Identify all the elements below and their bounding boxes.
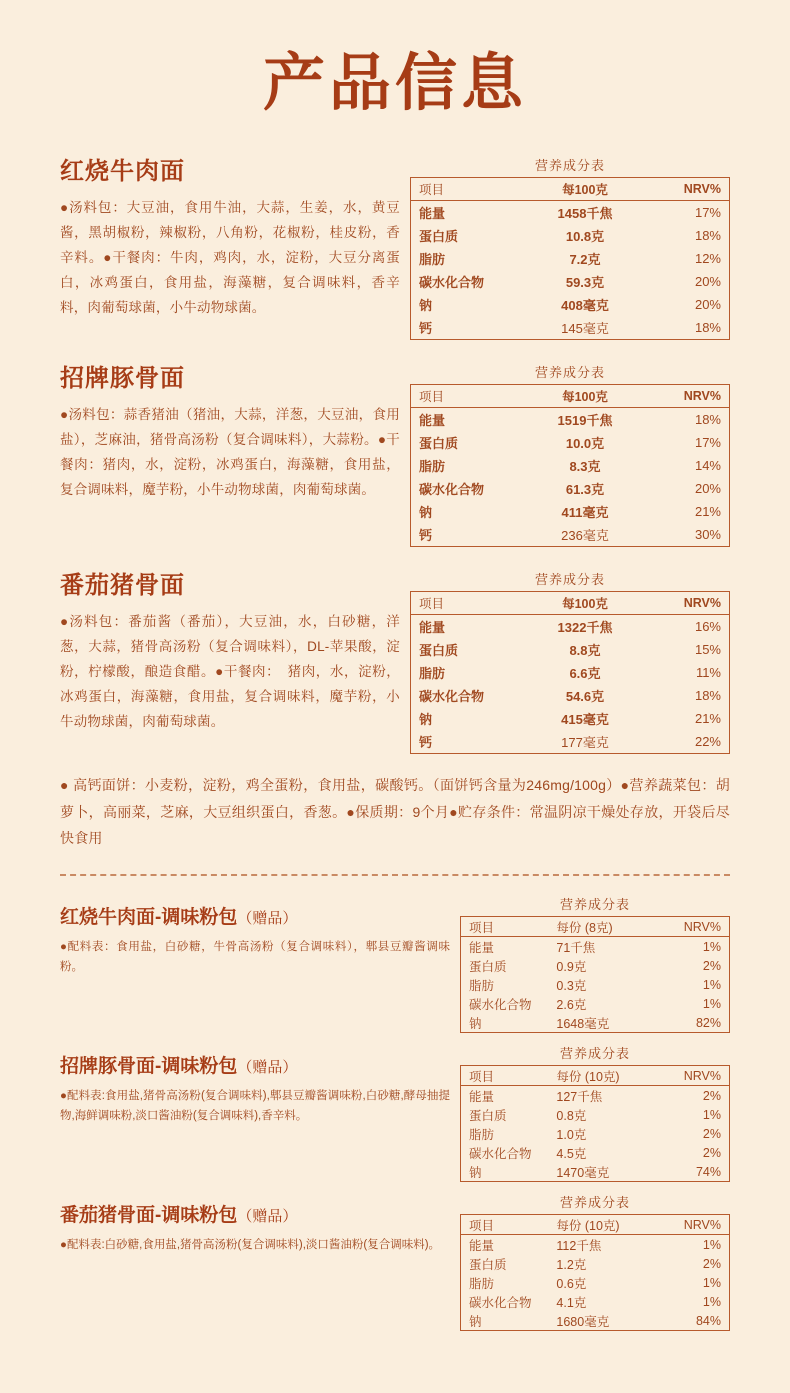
table-row [461, 1162, 730, 1182]
nutrition-table [460, 916, 730, 1033]
powder-text-block [60, 890, 460, 977]
table-row [411, 247, 730, 270]
table-row [461, 1143, 730, 1162]
page-title: 产品信息 [262, 49, 527, 118]
col-per-serving: 每份 (8克) [548, 917, 662, 937]
cell-item: 碳水化合物 [469, 1295, 532, 1310]
powder-section [60, 1188, 730, 1331]
cell-item: 钙 [419, 321, 433, 337]
product-ingredients: ●汤料包：大豆油，食用牛油，大蒜，生姜，水，黄豆酱，黑胡椒粉，辣椒粉，八角粉，花椒粉，桂皮粉，香辛料。●干餐肉：牛肉，鸡肉，水，淀粉，大豆分离蛋白，冰鸡蛋白，食用盐，海藻糖，复合调味料，香辛料，肉葡萄球菌，小牛动物球菌。 [60, 200, 400, 316]
cell-nrv: 1% [702, 1294, 721, 1309]
cell-value: 1458千焦 [557, 206, 613, 222]
cell-value: 6.6克 [569, 666, 601, 682]
col-item: 项目 [461, 917, 549, 937]
cell-nrv: 22% [694, 734, 721, 750]
powder-nutrition-block [460, 1188, 730, 1331]
cell-item: 碳水化合物 [419, 275, 485, 291]
powder-name-label: 红烧牛肉面-调味粉包 [60, 907, 238, 929]
col-item: 项目 [461, 1215, 549, 1235]
table-row [461, 1235, 730, 1255]
product-section [60, 358, 730, 547]
powder-nutrition-block [460, 1039, 730, 1182]
table-header-row [411, 592, 730, 615]
cell-nrv: 18% [694, 320, 721, 336]
table-row [461, 1086, 730, 1106]
product-section [60, 151, 730, 340]
table-row [411, 201, 730, 225]
cell-value: 0.6克 [556, 1276, 587, 1291]
cell-value: 0.9克 [556, 959, 587, 974]
table-row [461, 1013, 730, 1033]
cell-item: 钠 [469, 1016, 482, 1031]
cell-nrv: 1% [702, 1275, 721, 1290]
product-ingredients: ●汤料包：番茄酱（番茄），大豆油，水，白砂糖，洋葱，大蒜，猪骨高汤粉（复合调味料），DL-苹果酸，淀粉，柠檬酸，酿造食醋。●干餐肉： 猪肉，水，淀粉，冰鸡蛋白，海藻糖，食用盐，复合调味料，魔芋粉，小牛动物球菌，肉葡萄球菌。 [60, 614, 400, 730]
cell-nrv: 21% [694, 711, 721, 727]
cell-item: 钠 [419, 712, 433, 728]
col-per-serving: 每份 (10克) [548, 1066, 662, 1086]
cell-nrv: 21% [694, 504, 721, 520]
cell-value: 4.5克 [556, 1146, 587, 1161]
powder-section [60, 1039, 730, 1182]
cell-nrv: 74% [695, 1164, 721, 1179]
cell-item: 脂肪 [419, 666, 446, 682]
cell-item: 脂肪 [469, 1276, 495, 1291]
cell-value: 4.1克 [556, 1295, 587, 1310]
cell-item: 能量 [419, 413, 446, 429]
cell-item: 碳水化合物 [419, 689, 485, 705]
powder-text-block [60, 1039, 460, 1126]
cell-item: 能量 [469, 1089, 495, 1104]
cell-value: 127千焦 [556, 1089, 603, 1104]
table-row [461, 956, 730, 975]
cell-value: 415毫克 [561, 712, 609, 728]
col-nrv: NRV% [662, 917, 729, 937]
powder-name [60, 1200, 450, 1227]
cell-nrv: 18% [694, 412, 721, 428]
cell-nrv: 20% [694, 274, 721, 290]
gift-label: （赠品） [237, 1059, 298, 1077]
cell-nrv: 2% [702, 1126, 721, 1141]
powder-name [60, 1051, 450, 1078]
powder-nutrition-block [460, 890, 730, 1033]
cell-item: 能量 [419, 206, 446, 222]
cell-nrv: 2% [702, 1256, 721, 1271]
cell-value: 145毫克 [561, 321, 609, 337]
powder-name-label: 招牌豚骨面-调味粉包 [60, 1056, 238, 1078]
cell-nrv: 14% [694, 458, 721, 474]
table-header-row [461, 917, 730, 937]
powder-section [60, 890, 730, 1033]
table-row [411, 523, 730, 547]
product-name: 招牌豚骨面 [60, 365, 185, 393]
cell-item: 钠 [469, 1165, 482, 1180]
cell-value: 1322千焦 [557, 620, 613, 636]
powder-name-label: 番茄猪骨面-调味粉包 [60, 1205, 238, 1227]
cell-nrv: 16% [694, 619, 721, 635]
table-row [411, 431, 730, 454]
cell-value: 0.3克 [556, 978, 587, 993]
col-item: 项目 [411, 592, 518, 615]
cell-value: 408毫克 [561, 298, 609, 314]
product-text-block [60, 151, 410, 321]
cell-nrv: 82% [695, 1015, 721, 1030]
table-row [411, 316, 730, 340]
cell-item: 钠 [469, 1314, 482, 1329]
additional-notes: ● 高钙面饼：小麦粉，淀粉，鸡全蛋粉，食用盐，碳酸钙。（面饼钙含量为246mg/100g）●营养蔬菜包：胡萝卜，高丽菜，芝麻，大豆组织蛋白，香葱。●保质期：9个月●贮存条件：常温阴凉干燥处存放，开袋后尽快食用 [60, 777, 730, 847]
cell-nrv: 15% [694, 642, 721, 658]
cell-value: 61.3克 [565, 482, 605, 498]
cell-item: 钙 [419, 735, 433, 751]
table-row [411, 454, 730, 477]
cell-item: 蛋白质 [419, 436, 459, 452]
cell-item: 能量 [469, 1238, 495, 1253]
cell-nrv: 1% [702, 996, 721, 1011]
section-divider [60, 874, 730, 876]
cell-item: 蛋白质 [469, 959, 507, 974]
cell-nrv: 2% [702, 958, 721, 973]
cell-value: 1.0克 [556, 1127, 587, 1142]
product-ingredients: ●汤料包：蒜香猪油（猪油，大蒜，洋葱，大豆油，食用盐），芝麻油，猪骨高汤粉（复合调味料），大蒜粉。●干餐肉：猪肉，水，淀粉，冰鸡蛋白，海藻糖，食用盐，复合调味料，魔芋粉，小牛动物球菌，肉葡萄球菌。 [60, 407, 400, 498]
table-row [461, 1311, 730, 1331]
col-per100g: 每100克 [517, 385, 653, 408]
nutrition-table [460, 1214, 730, 1331]
table-row [411, 270, 730, 293]
cell-nrv: 17% [694, 435, 721, 451]
powder-name [60, 902, 450, 929]
nutrition-table [460, 1065, 730, 1182]
cell-item: 碳水化合物 [419, 482, 485, 498]
cell-nrv: 18% [694, 228, 721, 244]
gift-label: （赠品） [237, 1208, 298, 1226]
product-name: 番茄猪骨面 [60, 572, 185, 600]
cell-nrv: 18% [694, 688, 721, 704]
content-area [0, 151, 790, 1331]
cell-nrv: 2% [702, 1088, 721, 1103]
table-header-row [411, 385, 730, 408]
col-per100g: 每100克 [517, 178, 653, 201]
product-text-block [60, 565, 410, 735]
table-row [411, 477, 730, 500]
cell-item: 脂肪 [419, 252, 446, 268]
cell-item: 蛋白质 [469, 1257, 507, 1272]
cell-nrv: 20% [694, 297, 721, 313]
nutrition-table [410, 177, 730, 340]
cell-item: 脂肪 [469, 1127, 495, 1142]
cell-nrv: 17% [694, 205, 721, 221]
cell-value: 112千焦 [556, 1238, 602, 1253]
table-row [461, 975, 730, 994]
table-header-row [411, 178, 730, 201]
col-per-serving: 每份 (10克) [548, 1215, 662, 1235]
col-item: 项目 [411, 385, 518, 408]
cell-item: 能量 [469, 940, 495, 955]
table-row [411, 730, 730, 754]
cell-value: 177毫克 [561, 735, 609, 751]
cell-item: 蛋白质 [419, 643, 459, 659]
nutrition-table-title: 营养成分表 [534, 158, 605, 174]
col-nrv: NRV% [653, 592, 730, 615]
table-row [411, 293, 730, 316]
nutrition-table [410, 591, 730, 754]
cell-value: 71千焦 [556, 940, 596, 955]
powder-text-block [60, 1188, 460, 1255]
cell-value: 1648毫克 [556, 1016, 610, 1031]
col-nrv: NRV% [662, 1066, 729, 1086]
table-row [461, 1273, 730, 1292]
cell-nrv: 1% [702, 1237, 721, 1252]
nutrition-block [410, 565, 730, 754]
cell-value: 236毫克 [561, 528, 609, 544]
cell-value: 411毫克 [561, 505, 609, 521]
cell-nrv: 84% [695, 1313, 721, 1328]
nutrition-block [410, 358, 730, 547]
powder-ingredients: ●配料表:白砂糖,食用盐,猪骨高汤粉(复合调味料),淡口酱油粉(复合调味料)。 [60, 1239, 441, 1252]
table-row [411, 707, 730, 730]
nutrition-table-title: 营养成分表 [559, 1195, 630, 1211]
table-row [411, 500, 730, 523]
nutrition-block [410, 151, 730, 340]
cell-item: 碳水化合物 [469, 997, 532, 1012]
cell-value: 1.2克 [556, 1257, 587, 1272]
cell-nrv: 20% [694, 481, 721, 497]
cell-nrv: 11% [695, 665, 721, 681]
powder-ingredients: ●配料表:食用盐,猪骨高汤粉(复合调味料),郫县豆瓣酱调味粉,白砂糖,酵母抽提物,海鲜调味粉,淡口酱油粉(复合调味料),香辛料。 [60, 1090, 450, 1123]
nutrition-table-title: 营养成分表 [559, 1046, 630, 1062]
cell-value: 7.2克 [569, 252, 601, 268]
cell-nrv: 1% [702, 1107, 721, 1122]
gift-label: （赠品） [237, 910, 298, 928]
product-name: 红烧牛肉面 [60, 158, 185, 186]
cell-value: 8.8克 [569, 643, 601, 659]
col-item: 项目 [411, 178, 518, 201]
cell-value: 10.0克 [565, 436, 605, 452]
table-row [411, 224, 730, 247]
cell-value: 1470毫克 [556, 1165, 610, 1180]
cell-value: 8.3克 [569, 459, 601, 475]
cell-value: 54.6克 [565, 689, 605, 705]
col-per100g: 每100克 [517, 592, 653, 615]
table-header-row [461, 1066, 730, 1086]
col-nrv: NRV% [662, 1215, 729, 1235]
nutrition-table [410, 384, 730, 547]
cell-value: 10.8克 [565, 229, 605, 245]
col-nrv: NRV% [653, 385, 730, 408]
cell-item: 能量 [419, 620, 446, 636]
nutrition-table-title: 营养成分表 [559, 897, 630, 913]
col-item: 项目 [461, 1066, 549, 1086]
table-row [411, 638, 730, 661]
cell-nrv: 12% [694, 251, 721, 267]
cell-value: 59.3克 [565, 275, 605, 291]
cell-item: 脂肪 [419, 459, 446, 475]
table-row [411, 615, 730, 639]
cell-nrv: 2% [702, 1145, 721, 1160]
table-row [461, 1254, 730, 1273]
cell-nrv: 1% [702, 977, 721, 992]
cell-item: 钙 [419, 528, 433, 544]
table-row [461, 1292, 730, 1311]
cell-value: 0.8克 [556, 1108, 587, 1123]
cell-value: 2.6克 [556, 997, 587, 1012]
product-section [60, 565, 730, 754]
table-row [461, 1105, 730, 1124]
table-row [461, 937, 730, 957]
cell-item: 蛋白质 [469, 1108, 507, 1123]
cell-value: 1519千焦 [557, 413, 613, 429]
product-text-block [60, 358, 410, 503]
table-row [461, 994, 730, 1013]
powder-ingredients: ●配料表：食用盐，白砂糖，牛骨高汤粉（复合调味料），郫县豆瓣酱调味粉。 [60, 941, 450, 974]
table-row [411, 408, 730, 432]
table-header-row [461, 1215, 730, 1235]
cell-nrv: 1% [702, 939, 721, 954]
cell-nrv: 30% [694, 527, 721, 543]
cell-value: 1680毫克 [556, 1314, 610, 1329]
cell-item: 蛋白质 [419, 229, 459, 245]
table-row [461, 1124, 730, 1143]
cell-item: 钠 [419, 298, 433, 314]
nutrition-table-title: 营养成分表 [534, 365, 605, 381]
cell-item: 脂肪 [469, 978, 495, 993]
nutrition-table-title: 营养成分表 [534, 572, 605, 588]
table-row [411, 684, 730, 707]
col-nrv: NRV% [653, 178, 730, 201]
cell-item: 钠 [419, 505, 433, 521]
cell-item: 碳水化合物 [469, 1146, 532, 1161]
table-row [411, 661, 730, 684]
